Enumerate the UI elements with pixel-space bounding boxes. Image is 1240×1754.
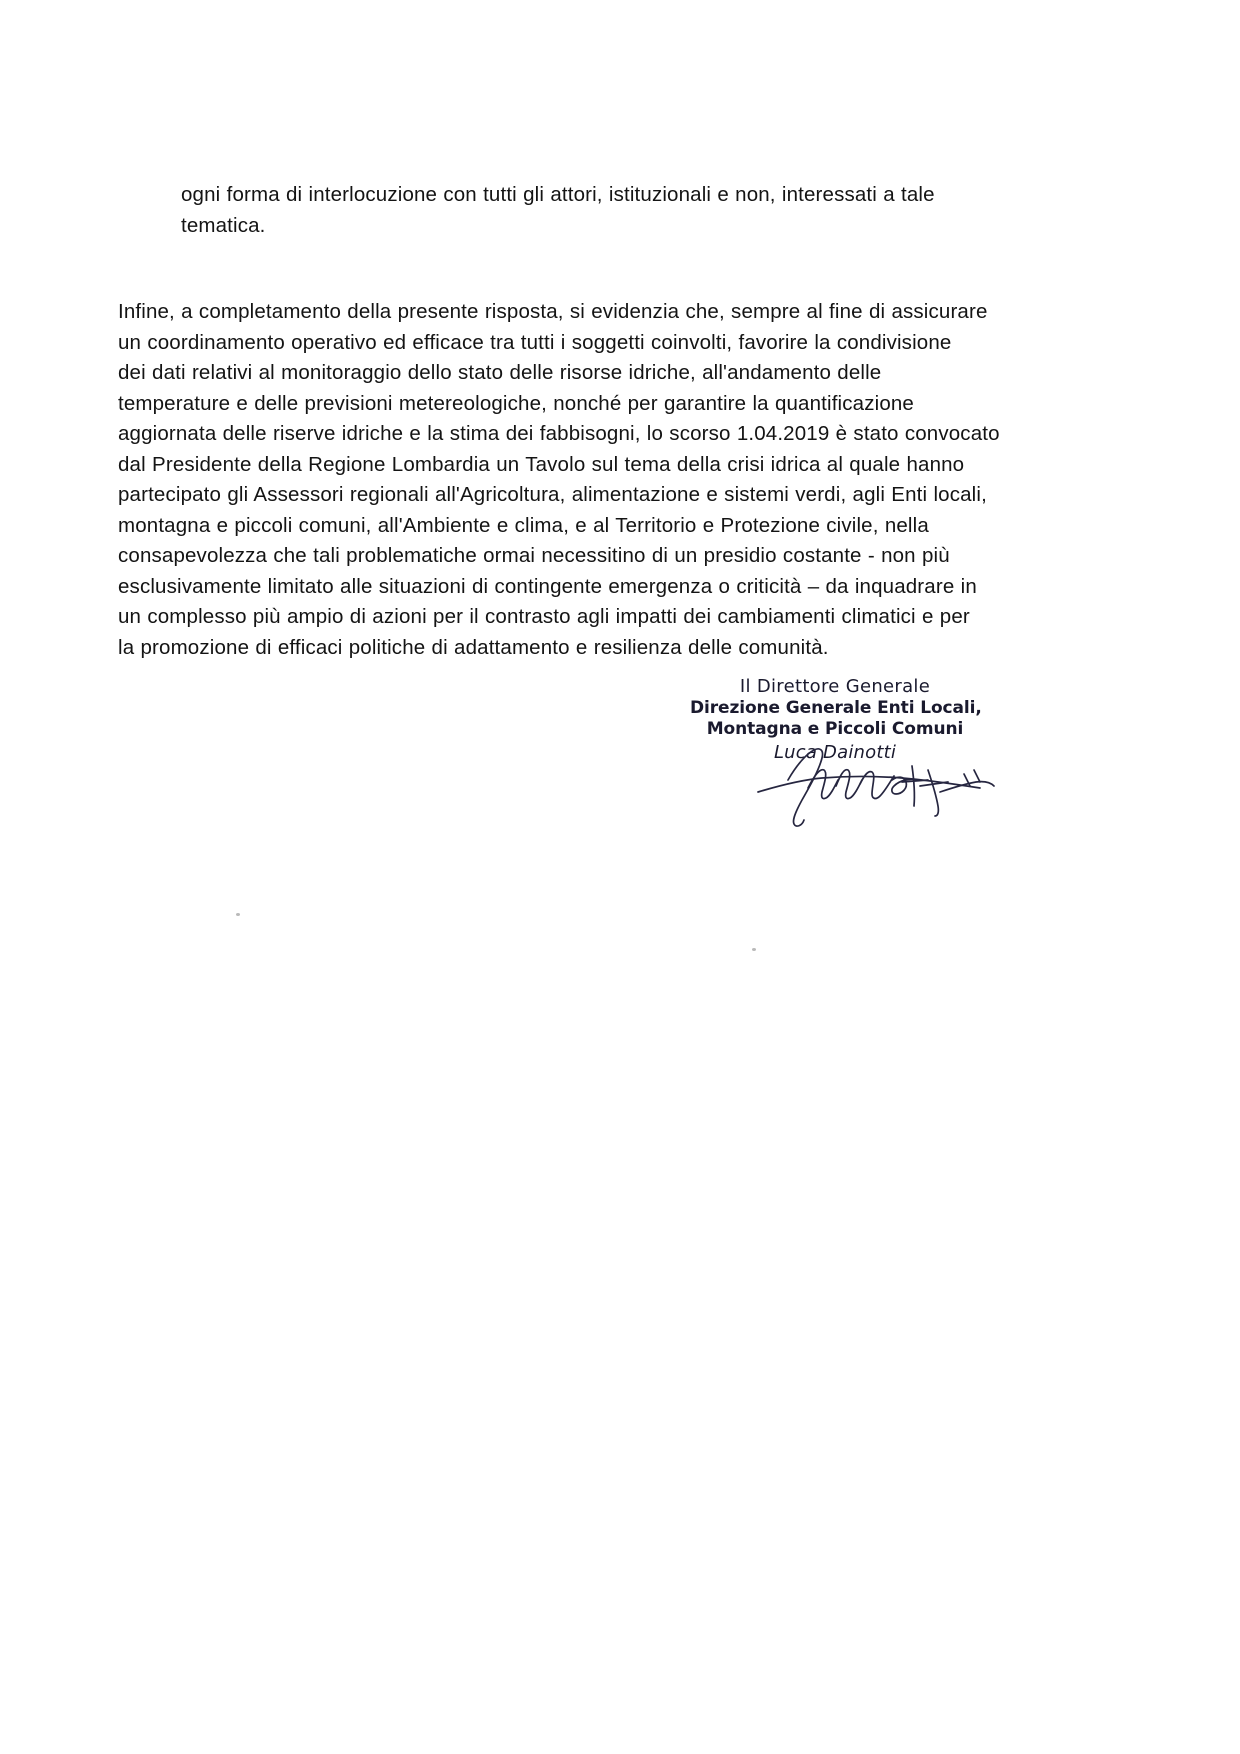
paragraph-continuation-line-1: ogni forma di interlocuzione con tutti gli attori, istituzionali e non, interessati a tale — [181, 183, 935, 206]
paragraph-main-line-2: un coordinamento operativo ed efficace tra tutti i soggetti coinvolti, favorire la condivisione — [118, 330, 952, 354]
paragraph-main-line-9: consapevolezza che tali problematiche ormai necessitino di un presidio costante - non più — [118, 544, 950, 567]
paragraph-main-line-1: Infine, a completamento della presente risposta, si evidenzia che, sempre al fine di assicurare — [118, 300, 988, 323]
document-body — [118, 180, 1036, 663]
scan-speck — [752, 948, 756, 951]
paragraph-continuation-line-2: tematica. — [181, 213, 266, 237]
paragraph-main-line-11: un complesso più ampio di azioni per il contrasto agli impatti dei cambiamenti climatici e per — [118, 605, 970, 628]
signature-block — [690, 676, 980, 764]
paragraph-continuation — [118, 180, 1036, 241]
paragraph-main-line-3: dei dati relativi al monitoraggio dello stato delle risorse idriche, all'andamento delle — [118, 361, 882, 384]
signature-organization-line-1: Direzione Generale Enti Locali, — [690, 697, 982, 718]
paragraph-main-line-6: dal Presidente della Regione Lombardia un Tavolo sul tema della crisi idrica al quale hanno — [118, 452, 965, 476]
paragraph-main-line-8: montagna e piccoli comuni, all'Ambiente e clima, e al Territorio e Protezione civile, nella — [118, 513, 929, 537]
paragraph-main-line-7: partecipato gli Assessori regionali all'Agricoltura, alimentazione e sistemi verdi, agli Enti locali, — [118, 483, 987, 506]
paragraph-main-line-10: esclusivamente limitato alle situazioni di contingente emergenza o criticità – da inquadrare in — [118, 574, 977, 598]
paragraph-main-line-12: la promozione di efficaci politiche di adattamento e resilienza delle comunità. — [118, 635, 829, 659]
paragraph-main-line-4: temperature e delle previsioni metereologiche, nonché per garantire la quantificazione — [118, 391, 914, 415]
signature-title: Il Direttore Generale — [739, 676, 931, 697]
paragraph-main — [118, 297, 1036, 663]
signature-name: Luca Dainotti — [773, 741, 897, 763]
scan-speck — [236, 913, 240, 916]
paragraph-main-line-5: aggiornata delle riserve idriche e la stima dei fabbisogni, lo scorso 1.04.2019 è stato convocato — [118, 422, 1000, 445]
signature-organization-line-2: Montagna e Piccoli Comuni — [706, 719, 964, 739]
paragraph-spacer — [118, 241, 1036, 297]
